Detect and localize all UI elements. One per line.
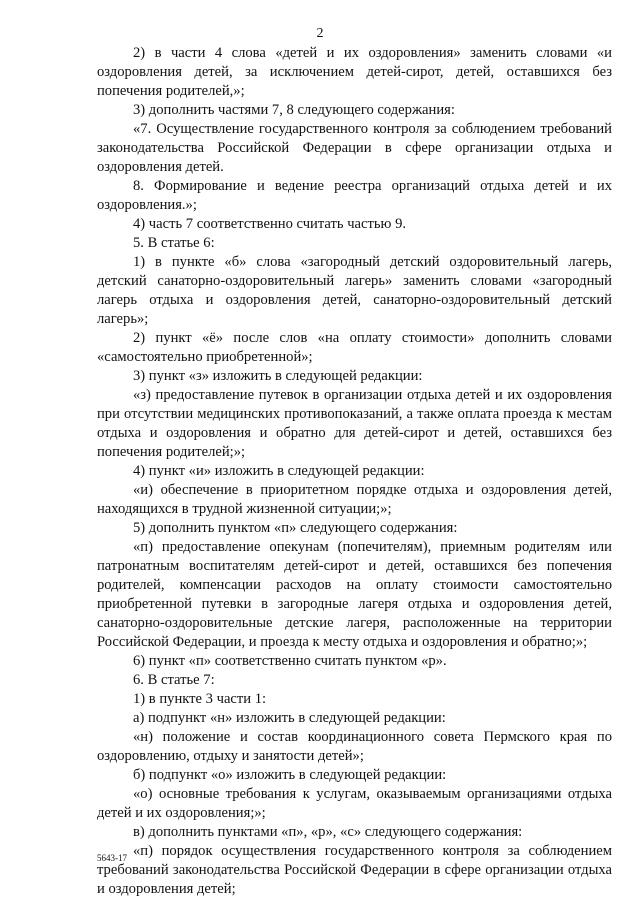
paragraph: 4) пункт «и» изложить в следующей редакции: [133,463,425,479]
paragraph: в) дополнить пунктами «п», «р», «с» следующего содержания: [133,824,523,840]
page-number: 2 [316,26,324,41]
paragraph: 2) пункт «ё» после слов «на оплату стоимости» дополнить словами «самостоятельно приобретенной»; [97,330,612,365]
paragraph: а) подпункт «н» изложить в следующей редакции: [133,710,446,726]
paragraph: «п) предоставление опекунам (попечителям), приемным родителям или патронатным воспитателям детей-сирот и детей, оставшихся без попечения родителей, компенсации расходов на оплату стоимости самостоятельно приобретенной путевки в загородные лагеря отдыха и оздоровления детей, санаторно-оздоровительные детские лагеря, расположенные на территории Российской Федерации, и проезда к месту отдыха и оздоровления и обратно;»; [97,539,612,650]
paragraph: «з) предоставление путевок в организации отдыха детей и их оздоровления при отсутствии медицинских противопоказаний, а также оплата проезда к местам отдыха и оздоровления и обратно для детей-сирот и детей, оставшихся без попечения родителей;»; [97,387,612,460]
paragraph: «7. Осуществление государственного контроля за соблюдением требований законодательства Российской Федерации в сфере организации отдыха и оздоровления детей. [97,121,612,175]
document-code: 5643-17 [97,853,127,863]
paragraph: 3) дополнить частями 7, 8 следующего содержания: [133,102,455,118]
paragraph: «о) основные требования к услугам, оказываемым организациями отдыха детей и их оздоровления;»; [97,786,612,821]
paragraph: «п) порядок осуществления государственного контроля за соблюдением требований законодательства Российской Федерации в сфере организации отдыха и оздоровления детей; [97,843,612,897]
paragraph: 1) в пункте «б» слова «загородный детский оздоровительный лагерь, детский санаторно-оздоровительный лагерь» заменить словами «загородный лагерь отдыха и оздоровления детей, санаторно-оздоровительный детский лагерь»; [97,254,612,327]
paragraph: 5. В статье 6: [133,235,215,251]
paragraph: 6) пункт «п» соответственно считать пунктом «р». [133,653,447,669]
paragraph: б) подпункт «о» изложить в следующей редакции: [133,767,447,783]
paragraph: 4) часть 7 соответственно считать частью 9. [133,216,407,232]
paragraph: 8. Формирование и ведение реестра организаций отдыха детей и их оздоровления.»; [97,178,612,213]
paragraph: 6. В статье 7: [133,672,215,688]
paragraph: 3) пункт «з» изложить в следующей редакции: [133,368,423,384]
document-body [97,44,612,899]
paragraph: 2) в части 4 слова «детей и их оздоровления» заменить словами «и оздоровления детей, за исключением детей-сирот, детей, оставшихся без попечения родителей,»; [97,45,612,99]
paragraph: 1) в пункте 3 части 1: [133,691,267,707]
paragraph: «н) положение и состав координационного совета Пермского края по оздоровлению, отдыху и занятости детей»; [97,729,612,764]
paragraph: 5) дополнить пунктом «п» следующего содержания: [133,520,458,536]
paragraph: «и) обеспечение в приоритетном порядке отдыха и оздоровления детей, находящихся в трудной жизненной ситуации;»; [97,482,612,517]
